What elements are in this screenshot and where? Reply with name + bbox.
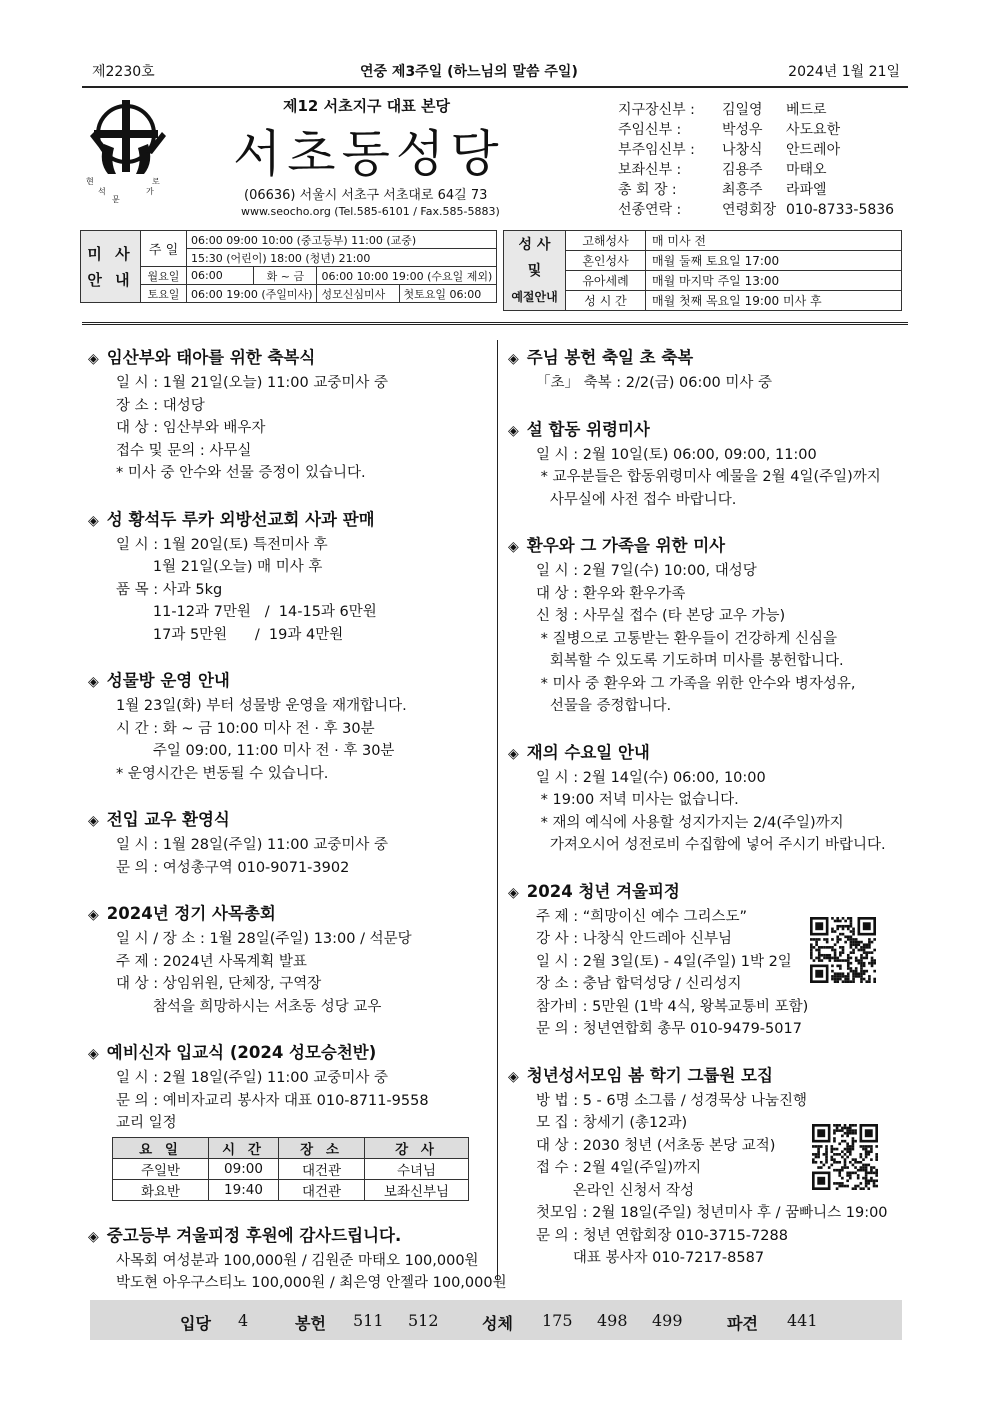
ipdang-value: 4 (238, 1311, 249, 1330)
notice-line: 방 법 : 5 - 6명 소그룹 / 성경묵상 나눔진행 (536, 1092, 808, 1109)
notice-title (508, 879, 908, 906)
notice-title-text: 성 황석두 루카 외방선교회 사과 판매 (106, 509, 375, 529)
notice-line: 주일 09:00, 11:00 미사 전 · 후 30분 (116, 743, 395, 759)
notice-line: 일 시 : 1월 21일(오늘) 11:00 교중미사 중 (116, 375, 389, 391)
notice-line: * 미사 중 환우와 그 가족을 위한 안수와 병자성유, (536, 675, 856, 692)
notice-line: 가져오시어 성전로비 수집함에 넣어 주시기 바랍니다. (536, 837, 886, 853)
staff-name: 최흥주 (722, 182, 763, 198)
sacrament-name: 성 시 간 (566, 291, 646, 311)
schedule-cell: 09:00 (209, 1158, 279, 1179)
sacrament-label-2: 및 (527, 262, 542, 279)
staff-name: 김일영 (722, 102, 763, 118)
sacrament-value: 매월 첫째 목요일 19:00 미사 후 (646, 291, 902, 311)
staff-row (618, 140, 894, 160)
sacrament-value: 매월 마지막 주일 13:00 (646, 271, 902, 291)
notice-line: 일 시 : 1월 20일(토) 특전미사 후 (116, 536, 328, 553)
diamond-bullet-icon: ◈ (88, 674, 99, 690)
mass-label-1: 미 사 (87, 244, 134, 263)
diamond-bullet-icon: ◈ (88, 1046, 99, 1062)
diamond-bullet-icon: ◈ (508, 422, 519, 439)
church-contact: www.seocho.org (Tel.585-6101 / Fax.585-5883) (241, 205, 500, 218)
staff-row (618, 120, 894, 140)
notice-section (508, 533, 908, 718)
notice-title (508, 417, 908, 444)
schedule-header-cell: 요 일 (113, 1137, 209, 1158)
mass-label-2: 안 내 (87, 270, 134, 289)
seongche-value-3: 499 (652, 1311, 683, 1330)
notice-line: 참석을 희망하시는 서초동 성당 교우 (116, 998, 382, 1015)
staff-title: 라파엘 (786, 182, 827, 198)
notice-line: 사목회 여성분과 100,000원 / 김원준 마태오 100,000원 (116, 1252, 479, 1269)
notice-line: 11-12과 7만원 / 14-15과 6만원 (116, 604, 377, 620)
notice-title-text: 2024 청년 겨울피정 (526, 881, 680, 901)
notice-line: 대 상 : 상임위원, 단체장, 구역장 (116, 976, 322, 992)
qr-code-bible-study (812, 1124, 878, 1190)
notice-line: * 질병으로 고통받는 환우들이 건강하게 신심을 (536, 630, 838, 647)
notice-title (88, 807, 488, 834)
notice-line: 회복할 수 있도록 기도하며 미사를 봉헌합니다. (536, 653, 844, 669)
notice-line: 대 상 : 환우와 환우가족 (536, 585, 686, 602)
mass-schedule-table (80, 230, 497, 303)
sacrament-table (503, 230, 902, 311)
notice-line: 1월 23일(화) 부터 성물방 운영을 재개합니다. (116, 698, 407, 714)
staff-title: 사도요한 (786, 122, 841, 138)
top-bar (82, 58, 908, 88)
staff-role: 보좌신부 : (618, 162, 682, 178)
staff-title: 안드레아 (786, 142, 841, 158)
sacrament-name: 유아세례 (566, 271, 646, 291)
notice-section (508, 417, 908, 512)
notice-title-text: 성물방 운영 안내 (106, 671, 230, 690)
notice-line: 교리 일정 (116, 1115, 177, 1131)
notice-section (88, 345, 488, 485)
tuefri-label: 화 ~ 금 (254, 267, 317, 285)
column-divider (497, 340, 498, 1280)
diamond-bullet-icon: ◈ (508, 884, 519, 901)
notice-line: 접 수 : 2월 4일(주일)까지 (536, 1160, 702, 1176)
notice-line: 장 소 : 대성당 (116, 397, 205, 414)
bongheon-value-2: 512 (408, 1311, 439, 1330)
bongheon-value-1: 511 (353, 1311, 384, 1330)
saturday-label: 토요일 (141, 285, 187, 303)
notice-title (508, 533, 908, 560)
sacrament-name: 고해성사 (566, 231, 646, 251)
notice-title-text: 2024년 정기 사목총회 (106, 904, 276, 923)
notice-line: 17과 5만원 / 19과 4만원 (116, 626, 344, 643)
notice-line: 일 시 / 장 소 : 1월 28일(주일) 13:00 / 석문당 (116, 931, 412, 947)
schedule-cell: 대건관 (279, 1158, 365, 1179)
notice-line: 주 제 : 2024년 사목계획 발표 (116, 953, 307, 970)
staff-row (618, 160, 894, 180)
notice-line: * 미사 중 안수와 선물 증정이 있습니다. (116, 465, 366, 481)
notice-section (88, 901, 488, 1018)
notice-title (88, 1040, 488, 1067)
notice-line: 대 상 : 2030 청년 (서초동 본당 교적) (536, 1137, 776, 1154)
notice-line: 문 의 : 예비자교리 봉사자 대표 010-8711-9558 (116, 1092, 429, 1109)
notice-line: 사무실에 사전 접수 바랍니다. (536, 491, 737, 508)
left-column (88, 345, 507, 1317)
staff-list (618, 100, 894, 220)
notice-title (508, 345, 908, 372)
tuefri-time: 06:00 10:00 19:00 (수요일 제외) (317, 267, 497, 285)
diamond-bullet-icon: ◈ (88, 512, 99, 529)
notice-title (88, 1223, 488, 1250)
staff-name: 연령회장 (722, 202, 777, 218)
notice-line: 강 사 : 나창식 안드레아 신부님 (536, 931, 733, 947)
notice-line: 대표 봉사자 010-7217-8587 (536, 1250, 765, 1266)
notice-title (88, 345, 488, 372)
notice-title-text: 임산부와 태아를 위한 축복식 (106, 348, 316, 367)
notice-title (88, 507, 488, 534)
issue-number: 제2230호 (92, 64, 155, 80)
notice-line: * 19:00 저녁 미사는 없습니다. (536, 792, 739, 808)
notice-line: 일 시 : 1월 28일(주일) 11:00 교중미사 중 (116, 837, 389, 853)
schedule-cell: 수녀님 (365, 1158, 469, 1179)
notice-title (88, 901, 488, 928)
notice-line: 온라인 신청서 작성 (536, 1182, 695, 1199)
sunday-times-2: 15:30 (어린이) 18:00 (청년) 21:00 (187, 249, 497, 267)
schedule-cell: 화요반 (113, 1179, 209, 1200)
notice-line: 시 간 : 화 ~ 금 10:00 미사 전 · 후 30분 (116, 720, 375, 737)
notice-title-text: 재의 수요일 안내 (526, 742, 650, 762)
staff-row (618, 200, 894, 220)
notice-section (508, 740, 908, 857)
notice-title-text: 환우와 그 가족을 위한 미사 (526, 536, 726, 555)
staff-title: 마태오 (786, 162, 827, 178)
notice-line: 모 집 : 창세기 (총12과) (536, 1115, 688, 1131)
staff-name: 나창식 (722, 142, 763, 158)
notice-line: 일 시 : 2월 18일(주일) 11:00 교중미사 중 (116, 1070, 389, 1086)
notice-line: 1월 21일(오늘) 매 미사 후 (116, 559, 323, 575)
notice-title (88, 668, 488, 695)
liturgical-sunday: 연중 제3주일 (하느님의 말씀 주일) (360, 64, 578, 80)
saturday-time: 06:00 19:00 (주일미사) (187, 285, 317, 303)
staff-name: 박성우 (722, 122, 763, 138)
notice-line: 문 의 : 청년연합회 총무 010-9479-5017 (536, 1021, 802, 1037)
staff-title: 010-8733-5836 (786, 202, 895, 218)
staff-role: 지구장신부 : (618, 102, 695, 118)
sacrament-name: 혼인성사 (566, 251, 646, 271)
issue-date: 2024년 1월 21일 (788, 64, 900, 80)
bongheon-label: 봉헌 (295, 1314, 326, 1333)
notice-line: * 재의 예식에 사용할 성지가지는 2/4(주일)까지 (536, 814, 844, 831)
schedule-header-cell: 장 소 (279, 1137, 365, 1158)
diamond-bullet-icon: ◈ (508, 1068, 519, 1085)
staff-role: 총 회 장 : (618, 182, 677, 198)
pagyeon-label: 파견 (727, 1314, 758, 1333)
notice-line: 일 시 : 2월 7일(수) 10:00, 대성당 (536, 563, 757, 579)
seongche-label: 성체 (482, 1314, 513, 1333)
church-address: (06636) 서울시 서초구 서초대로 64길 73 (244, 188, 488, 203)
notice-line: 일 시 : 2월 10일(토) 06:00, 09:00, 11:00 (536, 446, 817, 463)
svg-text:석: 석 (98, 187, 106, 196)
notice-line: 접수 및 문의 : 사무실 (116, 442, 252, 459)
staff-row (618, 180, 894, 200)
catechism-schedule-table (112, 1137, 469, 1201)
sacrament-value: 매 미사 전 (646, 231, 902, 251)
svg-text:문: 문 (112, 195, 120, 204)
ipdang-label: 입당 (180, 1314, 211, 1333)
district-label: 제12 서초지구 대표 본당 (283, 97, 450, 115)
notice-title-text: 설 합동 위령미사 (526, 419, 650, 439)
notice-section (508, 345, 908, 395)
staff-role: 부주임신부 : (618, 142, 695, 158)
notice-line: 참가비 : 5만원 (1박 4식, 왕복교통비 포함) (536, 998, 809, 1015)
monday-label: 월요일 (141, 267, 187, 285)
sacrament-label-1: 성 사 (518, 236, 551, 253)
notice-section (88, 1040, 488, 1201)
notice-line: 「초」 축복 : 2/2(금) 06:00 미사 중 (536, 375, 773, 391)
schedule-cell: 보좌신부님 (365, 1179, 469, 1200)
sunday-label: 주 일 (141, 231, 187, 267)
staff-role: 주임신부 : (618, 122, 682, 138)
diamond-bullet-icon: ◈ (88, 351, 99, 367)
diamond-bullet-icon: ◈ (508, 539, 519, 555)
notice-title (508, 1063, 908, 1090)
notice-section (88, 668, 488, 785)
schedule-cell: 대건관 (279, 1179, 365, 1200)
seongche-value-2: 498 (597, 1311, 628, 1330)
notice-line: 문 의 : 여성총구역 010-9071-3902 (116, 859, 350, 876)
schedule-cell: 주일반 (113, 1158, 209, 1179)
first-saturday-time: 첫토요일 06:00 (399, 285, 497, 303)
schedule-header-cell: 시 간 (209, 1137, 279, 1158)
notice-line: 주 제 : “희망이신 예수 그리스도” (536, 908, 748, 925)
notice-line: 대 상 : 임산부와 배우자 (116, 420, 266, 436)
notice-title-text: 전입 교우 환영식 (106, 810, 230, 829)
church-logo (86, 92, 182, 207)
schedule-cell: 19:40 (209, 1179, 279, 1200)
pagyeon-value: 441 (787, 1311, 818, 1330)
diamond-bullet-icon: ◈ (88, 813, 99, 829)
qr-code-retreat (810, 917, 876, 983)
church-name: 서초동성당 (233, 125, 505, 183)
sacrament-label (504, 231, 566, 311)
notice-line: * 운영시간은 변동될 수 있습니다. (116, 765, 329, 782)
svg-text:현: 현 (86, 177, 94, 186)
svg-text:가: 가 (146, 187, 154, 196)
notice-line: 문 의 : 청년 연합회장 010-3715-7288 (536, 1227, 788, 1244)
schedule-header-cell: 강 사 (365, 1137, 469, 1158)
svg-text:로: 로 (152, 177, 160, 186)
notice-line: 선물을 증정합니다. (536, 698, 672, 714)
notice-line: 일 시 : 2월 3일(토) - 4일(주일) 1박 2일 (536, 953, 792, 970)
notice-title (508, 740, 908, 767)
header-divider (82, 322, 908, 325)
notice-title-text: 청년성서모임 봄 학기 그룹원 모집 (526, 1065, 773, 1085)
notice-section (88, 1223, 507, 1295)
monday-time: 06:00 (187, 267, 254, 285)
notice-line: 신 청 : 사무실 접수 (타 본당 교우 가능) (536, 608, 786, 624)
heart-mass-label: 성모신심미사 (317, 285, 399, 303)
staff-row (618, 100, 894, 120)
sacrament-value: 매월 둘째 토요일 17:00 (646, 251, 902, 271)
notice-line: 품 목 : 사과 5kg (116, 581, 223, 598)
staff-role: 선종연락 : (618, 202, 682, 218)
diamond-bullet-icon: ◈ (88, 907, 99, 923)
staff-title: 베드로 (786, 102, 827, 118)
diamond-bullet-icon: ◈ (508, 745, 519, 762)
staff-name: 김용주 (722, 162, 763, 178)
notice-line: 박도현 아우구스티노 100,000원 / 최은영 안젤라 100,000원 (116, 1275, 507, 1291)
notice-title-text: 예비신자 입교식 (2024 성모승천반) (106, 1043, 377, 1062)
notice-title-text: 중고등부 겨울피정 후원에 감사드립니다. (106, 1225, 402, 1245)
mass-label (81, 231, 141, 303)
notice-section (88, 807, 488, 879)
diamond-bullet-icon: ◈ (88, 1228, 99, 1245)
notice-line: 첫모임 : 2월 18일(주일) 청년미사 후 / 꿈빠니스 19:00 (536, 1205, 888, 1221)
notice-line: * 교우분들은 합동위령미사 예물을 2월 4일(주일)까지 (536, 469, 881, 485)
notice-title-text: 주님 봉헌 축일 초 축복 (526, 348, 694, 367)
sacrament-label-3: 예절안내 (511, 289, 558, 304)
notice-line: 일 시 : 2월 14일(수) 06:00, 10:00 (536, 769, 766, 786)
notice-section (88, 507, 488, 647)
offering-stats-bar (90, 1300, 902, 1340)
seongche-value-1: 175 (542, 1311, 573, 1330)
diamond-bullet-icon: ◈ (508, 351, 519, 367)
notice-line: 장 소 : 충남 합덕성당 / 신리성지 (536, 976, 742, 992)
sunday-times-1: 06:00 09:00 10:00 (중고등부) 11:00 (교중) (187, 231, 497, 249)
